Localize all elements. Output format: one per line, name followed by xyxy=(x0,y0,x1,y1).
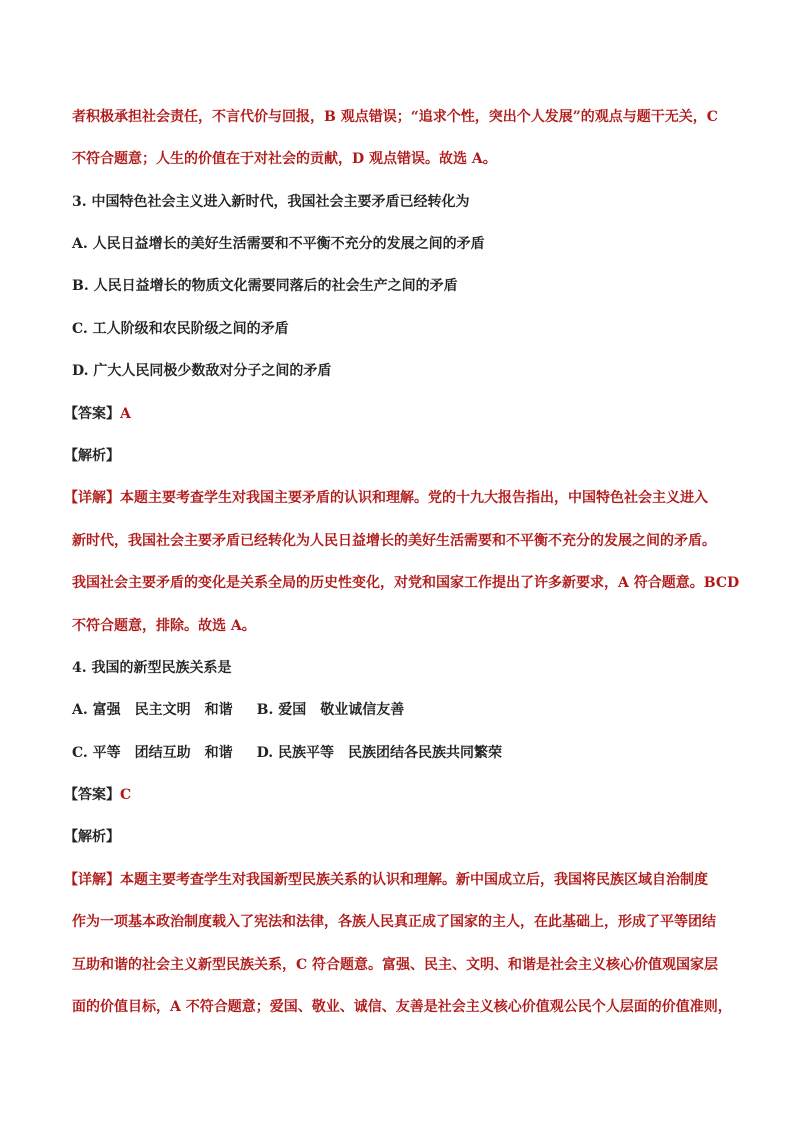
answer-value: A xyxy=(120,406,131,422)
question-3-stem: 3. 中国特色社会主义进入新时代，我国社会主要矛盾已经转化为 xyxy=(72,194,470,210)
q4-option-a: A. 富强 民主文明 和谐 xyxy=(72,702,233,718)
q4-answer xyxy=(64,785,131,805)
answer-label: 【答案】 xyxy=(64,406,120,422)
q4-detail-line: 面的价值目标，A 不符合题意；爱国、敬业、诚信、友善是社会主义核心价值观公民个人层面的价值准则， xyxy=(72,999,732,1015)
answer-value: C xyxy=(120,787,132,803)
q3-detail-line: 【详解】本题主要考查学生对我国主要矛盾的认识和理解。党的十九大报告指出，中国特色社会主义进入 xyxy=(64,490,708,506)
q3-detail-line: 新时代，我国社会主要矛盾已经转化为人民日益增长的美好生活需要和不平衡不充分的发展之间的矛盾。 xyxy=(72,533,716,549)
q3-option-c: C. 工人阶级和农民阶级之间的矛盾 xyxy=(72,321,289,337)
analysis-line: 者积极承担社会责任，不言代价与回报，B 观点错误；“追求个性，突出个人发展”的观点与题干无关，C xyxy=(72,109,718,125)
q3-option-d: D. 广大人民同极少数敌对分子之间的矛盾 xyxy=(72,363,332,379)
q3-option-b: B. 人民日益增长的物质文化需要同落后的社会生产之间的矛盾 xyxy=(72,278,458,294)
q4-option-row xyxy=(72,700,404,720)
q4-detail-line: 互助和谐的社会主义新型民族关系，C 符合题意。富强、民主、文明、和谐是社会主义核心价值观国家层 xyxy=(72,957,719,973)
q4-analysis-label: 【解析】 xyxy=(64,829,120,845)
q3-analysis-label: 【解析】 xyxy=(64,448,120,464)
q3-option-a: A. 人民日益增长的美好生活需要和不平衡不充分的发展之间的矛盾 xyxy=(72,236,485,252)
analysis-line: 不符合题意；人生的价值在于对社会的贡献，D 观点错误。故选 A。 xyxy=(72,151,497,167)
q4-option-row xyxy=(72,743,502,763)
q3-detail-line: 我国社会主要矛盾的变化是关系全局的历史性变化，对党和国家工作提出了许多新要求，A 符合题意。BCD xyxy=(72,575,740,591)
answer-label: 【答案】 xyxy=(64,787,120,803)
q3-answer xyxy=(64,404,131,424)
q4-option-c: C. 平等 团结互助 和谐 xyxy=(72,745,233,761)
question-4-stem: 4. 我国的新型民族关系是 xyxy=(72,660,232,676)
q3-detail-line: 不符合题意，排除。故选 A。 xyxy=(72,618,256,634)
q4-option-b: B. 爱国 敬业诚信友善 xyxy=(256,702,405,718)
q4-detail-line: 【详解】本题主要考查学生对我国新型民族关系的认识和理解。新中国成立后，我国将民族区域自治制度 xyxy=(64,872,708,888)
q4-option-d: D. 民族平等 民族团结各民族共同繁荣 xyxy=(256,745,503,761)
q4-detail-line: 作为一项基本政治制度载入了宪法和法律，各族人民真正成了国家的主人，在此基础上，形成了平等团结 xyxy=(72,914,716,930)
